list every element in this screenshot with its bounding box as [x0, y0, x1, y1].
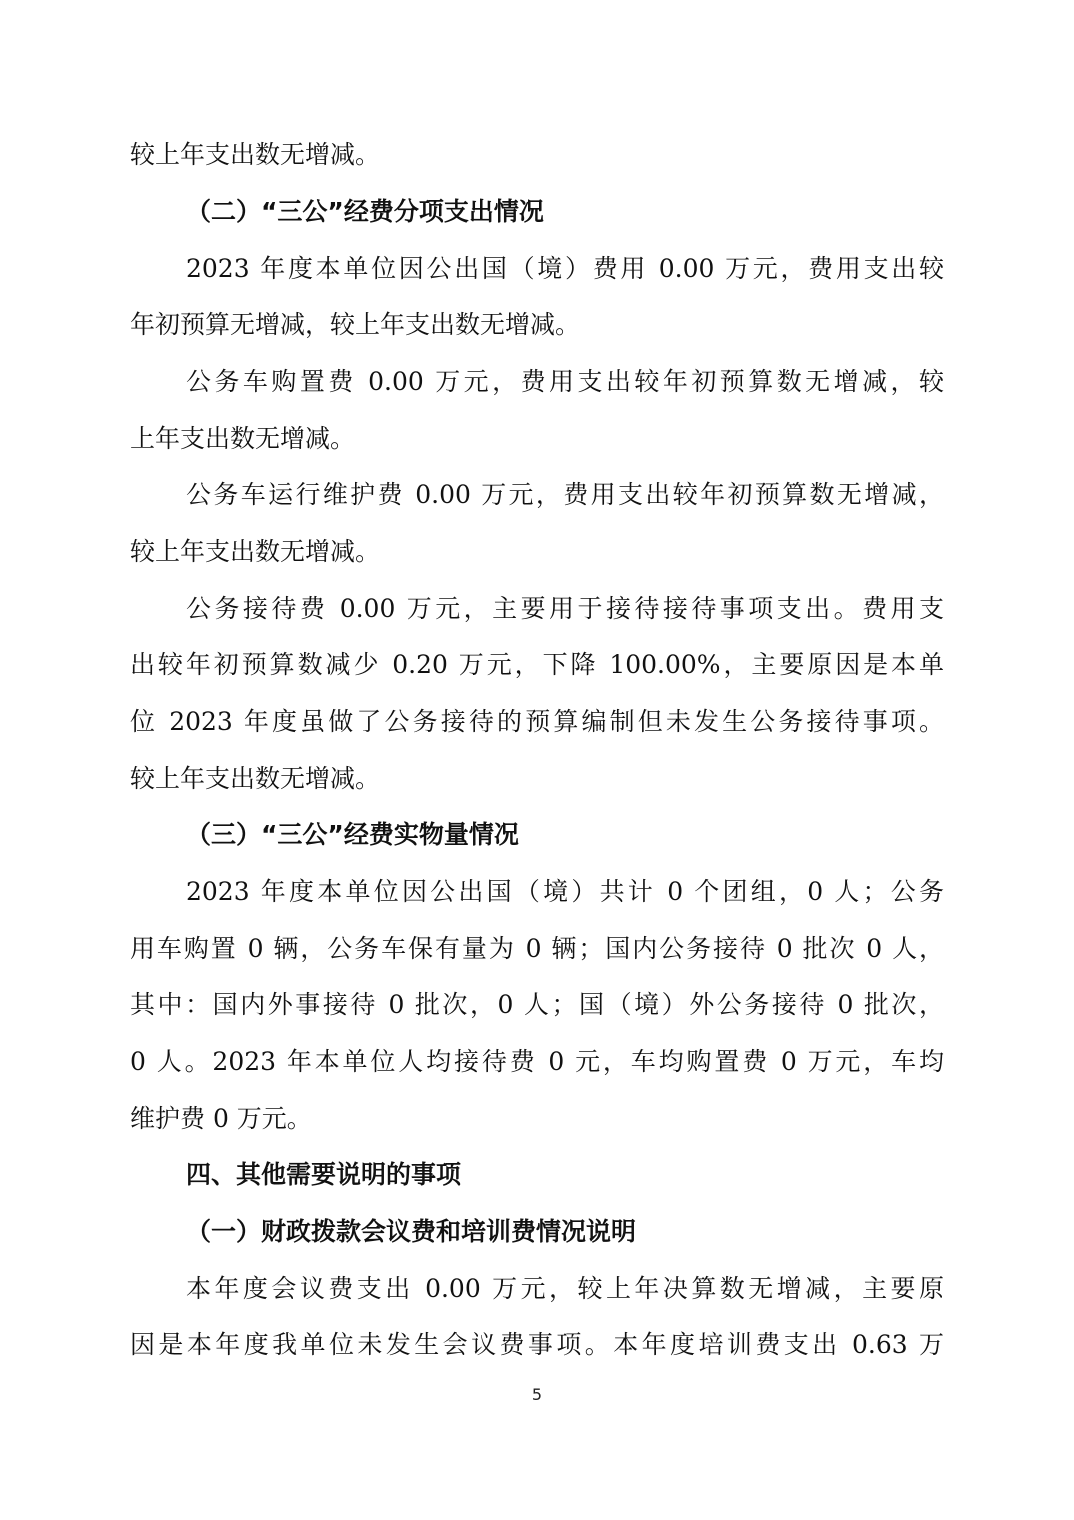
text-line: 较上年支出数无增减。 [130, 537, 381, 566]
text-line: 0 人。2023 年本单位人均接待费 0 元，车均购置费 0 万元，车均 [130, 1047, 944, 1076]
text-line: 上年支出数无增减。 [130, 424, 356, 453]
text-line: 较上年支出数无增减。 [130, 764, 381, 793]
section-heading: （三）“三公”经费实物量情况 [186, 820, 519, 849]
text-line: 较上年支出数无增减。 [130, 140, 381, 169]
section-heading: （二）“三公”经费分项支出情况 [186, 197, 544, 226]
text-line: 出较年初预算数减少 0.20 万元，下降 100.00%，主要原因是本单 [130, 650, 944, 679]
text-line: 公务车购置费 0.00 万元，费用支出较年初预算数无增减，较 [186, 367, 944, 396]
text-line: 因是本年度我单位未发生会议费事项。本年度培训费支出 0.63 万 [130, 1330, 944, 1359]
text-line: 用车购置 0 辆，公务车保有量为 0 辆；国内公务接待 0 批次 0 人， [130, 934, 944, 963]
text-line: 年初预算无增减，较上年支出数无增减。 [130, 310, 581, 339]
text-line: 公务接待费 0.00 万元，主要用于接待接待事项支出。费用支 [186, 594, 944, 623]
section-heading: （一）财政拨款会议费和培训费情况说明 [186, 1217, 637, 1246]
page-number: 5 [531, 1385, 543, 1404]
text-line: 公务车运行维护费 0.00 万元，费用支出较年初预算数无增减， [186, 480, 944, 509]
text-line: 2023 年度本单位因公出国（境）费用 0.00 万元，费用支出较 [186, 254, 944, 283]
text-line: 2023 年度本单位因公出国（境）共计 0 个团组，0 人；公务 [186, 877, 944, 906]
text-line: 本年度会议费支出 0.00 万元，较上年决算数无增减，主要原 [186, 1274, 944, 1303]
text-line: 位 2023 年度虽做了公务接待的预算编制但未发生公务接待事项。 [130, 707, 944, 736]
chapter-heading: 四、其他需要说明的事项 [186, 1160, 462, 1189]
text-line: 其中：国内外事接待 0 批次，0 人；国（境）外公务接待 0 批次， [130, 990, 944, 1019]
text-line: 维护费 0 万元。 [130, 1104, 312, 1133]
